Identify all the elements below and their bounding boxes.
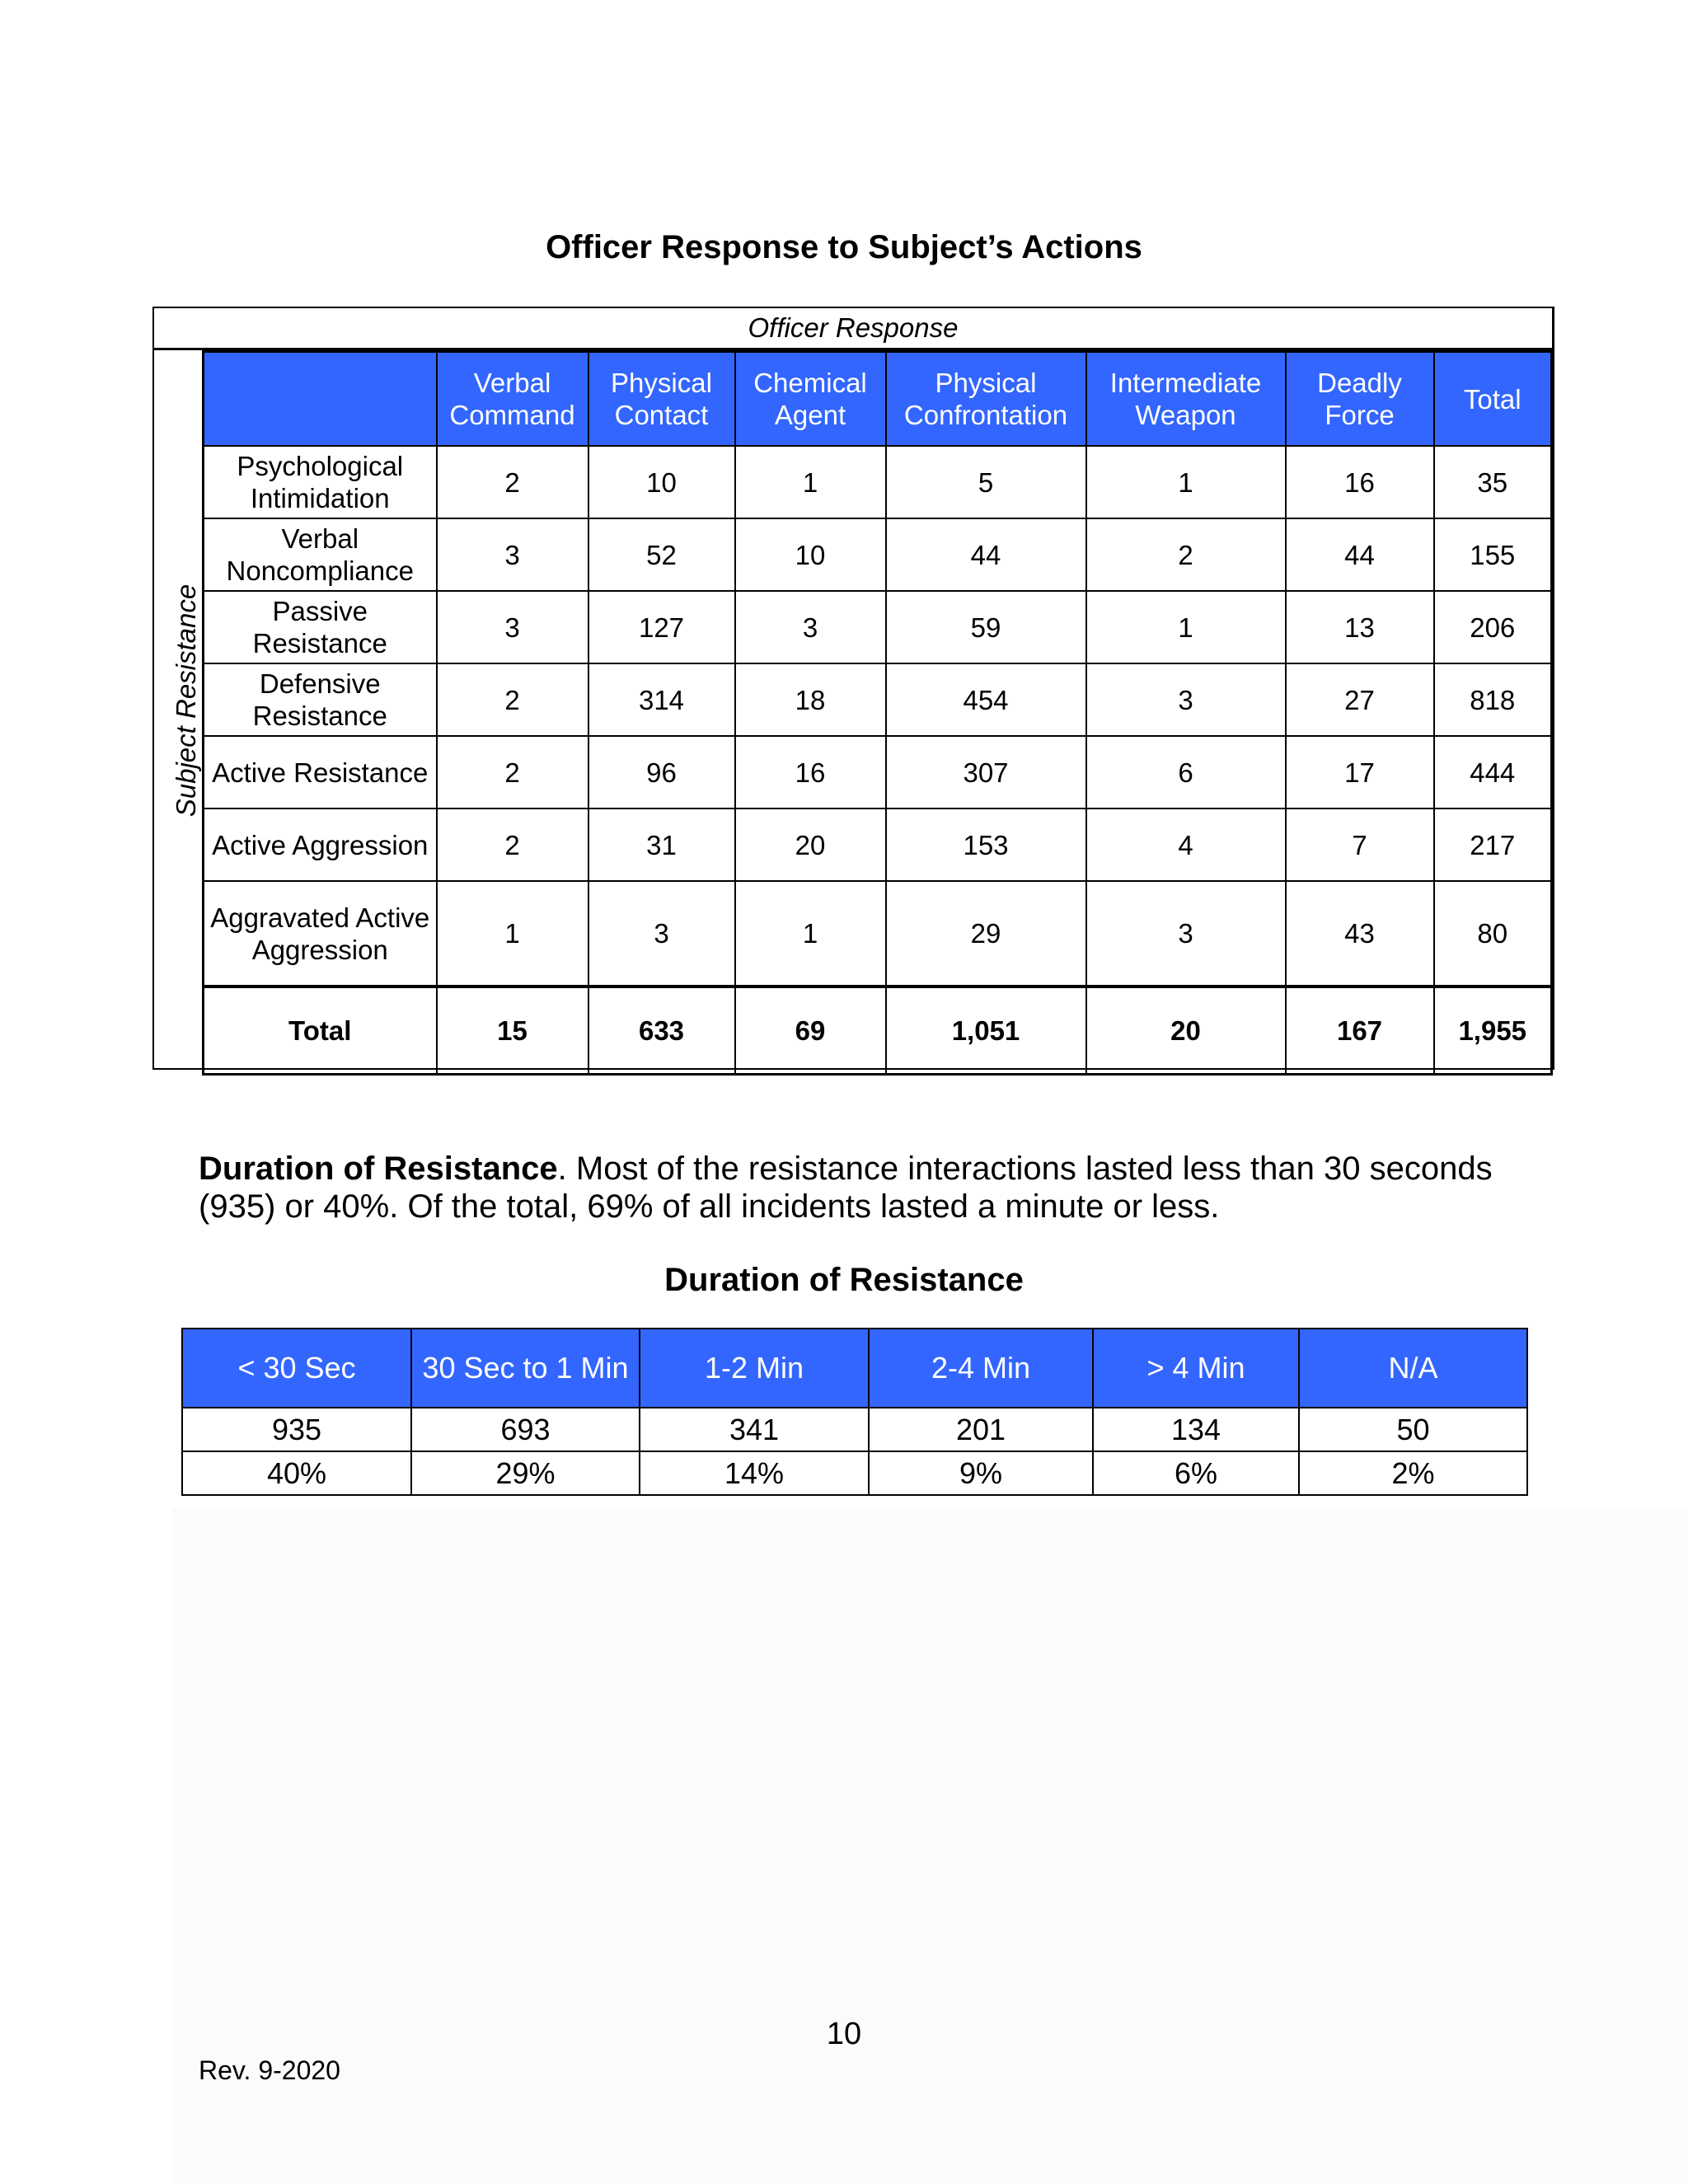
table-cell: 2 [437, 446, 588, 518]
count-row [182, 1408, 1527, 1451]
table-cell: 7 [1286, 808, 1434, 881]
table-cell: 818 [1434, 663, 1552, 736]
table-cell: 40% [182, 1451, 411, 1495]
officer-response-group-header: Officer Response [152, 307, 1554, 350]
table-cell: 201 [869, 1408, 1093, 1451]
column-header [204, 352, 437, 447]
table-cell: 1 [735, 881, 886, 987]
paragraph-text: . Most of the resistance interactions lasted less than 30 seconds (935) or 40%. Of the total, 69% of all incidents lasted a minute or less. [199, 1151, 1493, 1225]
table-cell: 6 [1086, 736, 1286, 808]
revision-label: Rev. 9-2020 [199, 2055, 340, 2085]
total-cell: 1,955 [1434, 987, 1552, 1074]
table-cell: 50 [1299, 1408, 1527, 1451]
table-cell: 20 [735, 808, 886, 881]
total-cell: 167 [1286, 987, 1434, 1074]
table-cell: 17 [1286, 736, 1434, 808]
column-header: 30 Sec to 1 Min [411, 1329, 640, 1408]
total-cell: 69 [735, 987, 886, 1074]
table-cell: 10 [588, 446, 735, 518]
column-header: N/A [1299, 1329, 1527, 1408]
row-label: Passive Resistance [204, 591, 437, 663]
table-cell: 3 [588, 881, 735, 987]
column-header: 2-4 Min [869, 1329, 1093, 1408]
table-cell: 44 [886, 518, 1086, 591]
table-cell: 3 [437, 518, 588, 591]
table-cell: 29 [886, 881, 1086, 987]
table-cell: 1 [437, 881, 588, 987]
column-header: Chemical Agent [735, 352, 886, 447]
table-cell: 935 [182, 1408, 411, 1451]
table-cell: 217 [1434, 808, 1552, 881]
column-header: Physical Confrontation [886, 352, 1086, 447]
table-cell: 31 [588, 808, 735, 881]
total-row [204, 987, 1552, 1074]
table-cell: 43 [1286, 881, 1434, 987]
total-cell: 633 [588, 987, 735, 1074]
response-table-title: Officer Response to Subject’s Actions [546, 229, 1142, 265]
table-row [204, 446, 1552, 518]
table-cell: 9% [869, 1451, 1093, 1495]
officer-response-table [202, 350, 1553, 1076]
table-cell: 96 [588, 736, 735, 808]
table-cell: 35 [1434, 446, 1552, 518]
total-label: Total [204, 987, 437, 1074]
table-cell: 307 [886, 736, 1086, 808]
table-cell: 454 [886, 663, 1086, 736]
table-row [204, 881, 1552, 987]
table-cell: 14% [640, 1451, 869, 1495]
table-row [204, 591, 1552, 663]
table-cell: 444 [1434, 736, 1552, 808]
table-cell: 6% [1093, 1451, 1299, 1495]
table-cell: 2 [437, 808, 588, 881]
percent-row [182, 1451, 1527, 1495]
table-cell: 59 [886, 591, 1086, 663]
table-cell: 3 [1086, 881, 1286, 987]
table-row [204, 736, 1552, 808]
subject-resistance-label-text: Subject Resistance [171, 583, 201, 818]
table-cell: 693 [411, 1408, 640, 1451]
table-cell: 4 [1086, 808, 1286, 881]
table-cell: 1 [1086, 591, 1286, 663]
table-cell: 5 [886, 446, 1086, 518]
table-cell: 3 [437, 591, 588, 663]
table-cell: 1 [735, 446, 886, 518]
row-label: Verbal Noncompliance [204, 518, 437, 591]
table-cell: 52 [588, 518, 735, 591]
row-label: Active Resistance [204, 736, 437, 808]
table-cell: 2 [437, 736, 588, 808]
duration-paragraph [199, 1150, 1517, 1226]
table-cell: 27 [1286, 663, 1434, 736]
column-header: 1-2 Min [640, 1329, 869, 1408]
column-header: Physical Contact [588, 352, 735, 447]
table-header-row [182, 1329, 1527, 1408]
row-label: Psychological Intimidation [204, 446, 437, 518]
row-label: Aggravated Active Aggression [204, 881, 437, 987]
table-cell: 13 [1286, 591, 1434, 663]
table-cell: 18 [735, 663, 886, 736]
table-cell: 80 [1434, 881, 1552, 987]
column-header: Total [1434, 352, 1552, 447]
total-cell: 20 [1086, 987, 1286, 1074]
table-cell: 341 [640, 1408, 869, 1451]
table-cell: 134 [1093, 1408, 1299, 1451]
table-header-row [204, 352, 1552, 447]
table-cell: 3 [1086, 663, 1286, 736]
column-header: > 4 Min [1093, 1329, 1299, 1408]
table-cell: 3 [735, 591, 886, 663]
table-cell: 127 [588, 591, 735, 663]
table-row [204, 518, 1552, 591]
table-cell: 155 [1434, 518, 1552, 591]
table-cell: 2% [1299, 1451, 1527, 1495]
table-cell: 206 [1434, 591, 1552, 663]
page-background-shade [172, 1508, 1688, 2184]
table-cell: 153 [886, 808, 1086, 881]
table-cell: 16 [735, 736, 886, 808]
paragraph-lead: Duration of Resistance [199, 1151, 558, 1187]
page-number: 10 [826, 2017, 862, 2051]
row-label: Defensive Resistance [204, 663, 437, 736]
column-header: Verbal Command [437, 352, 588, 447]
duration-table [181, 1328, 1528, 1496]
table-cell: 16 [1286, 446, 1434, 518]
table-row [204, 808, 1552, 881]
column-header: < 30 Sec [182, 1329, 411, 1408]
column-header: Intermediate Weapon [1086, 352, 1286, 447]
table-cell: 1 [1086, 446, 1286, 518]
column-header: Deadly Force [1286, 352, 1434, 447]
table-cell: 2 [1086, 518, 1286, 591]
table-row [204, 663, 1552, 736]
table-cell: 314 [588, 663, 735, 736]
total-cell: 15 [437, 987, 588, 1074]
table-cell: 29% [411, 1451, 640, 1495]
row-label: Active Aggression [204, 808, 437, 881]
duration-table-title: Duration of Resistance [664, 1262, 1024, 1298]
table-cell: 10 [735, 518, 886, 591]
table-cell: 44 [1286, 518, 1434, 591]
table-cell: 2 [437, 663, 588, 736]
total-cell: 1,051 [886, 987, 1086, 1074]
